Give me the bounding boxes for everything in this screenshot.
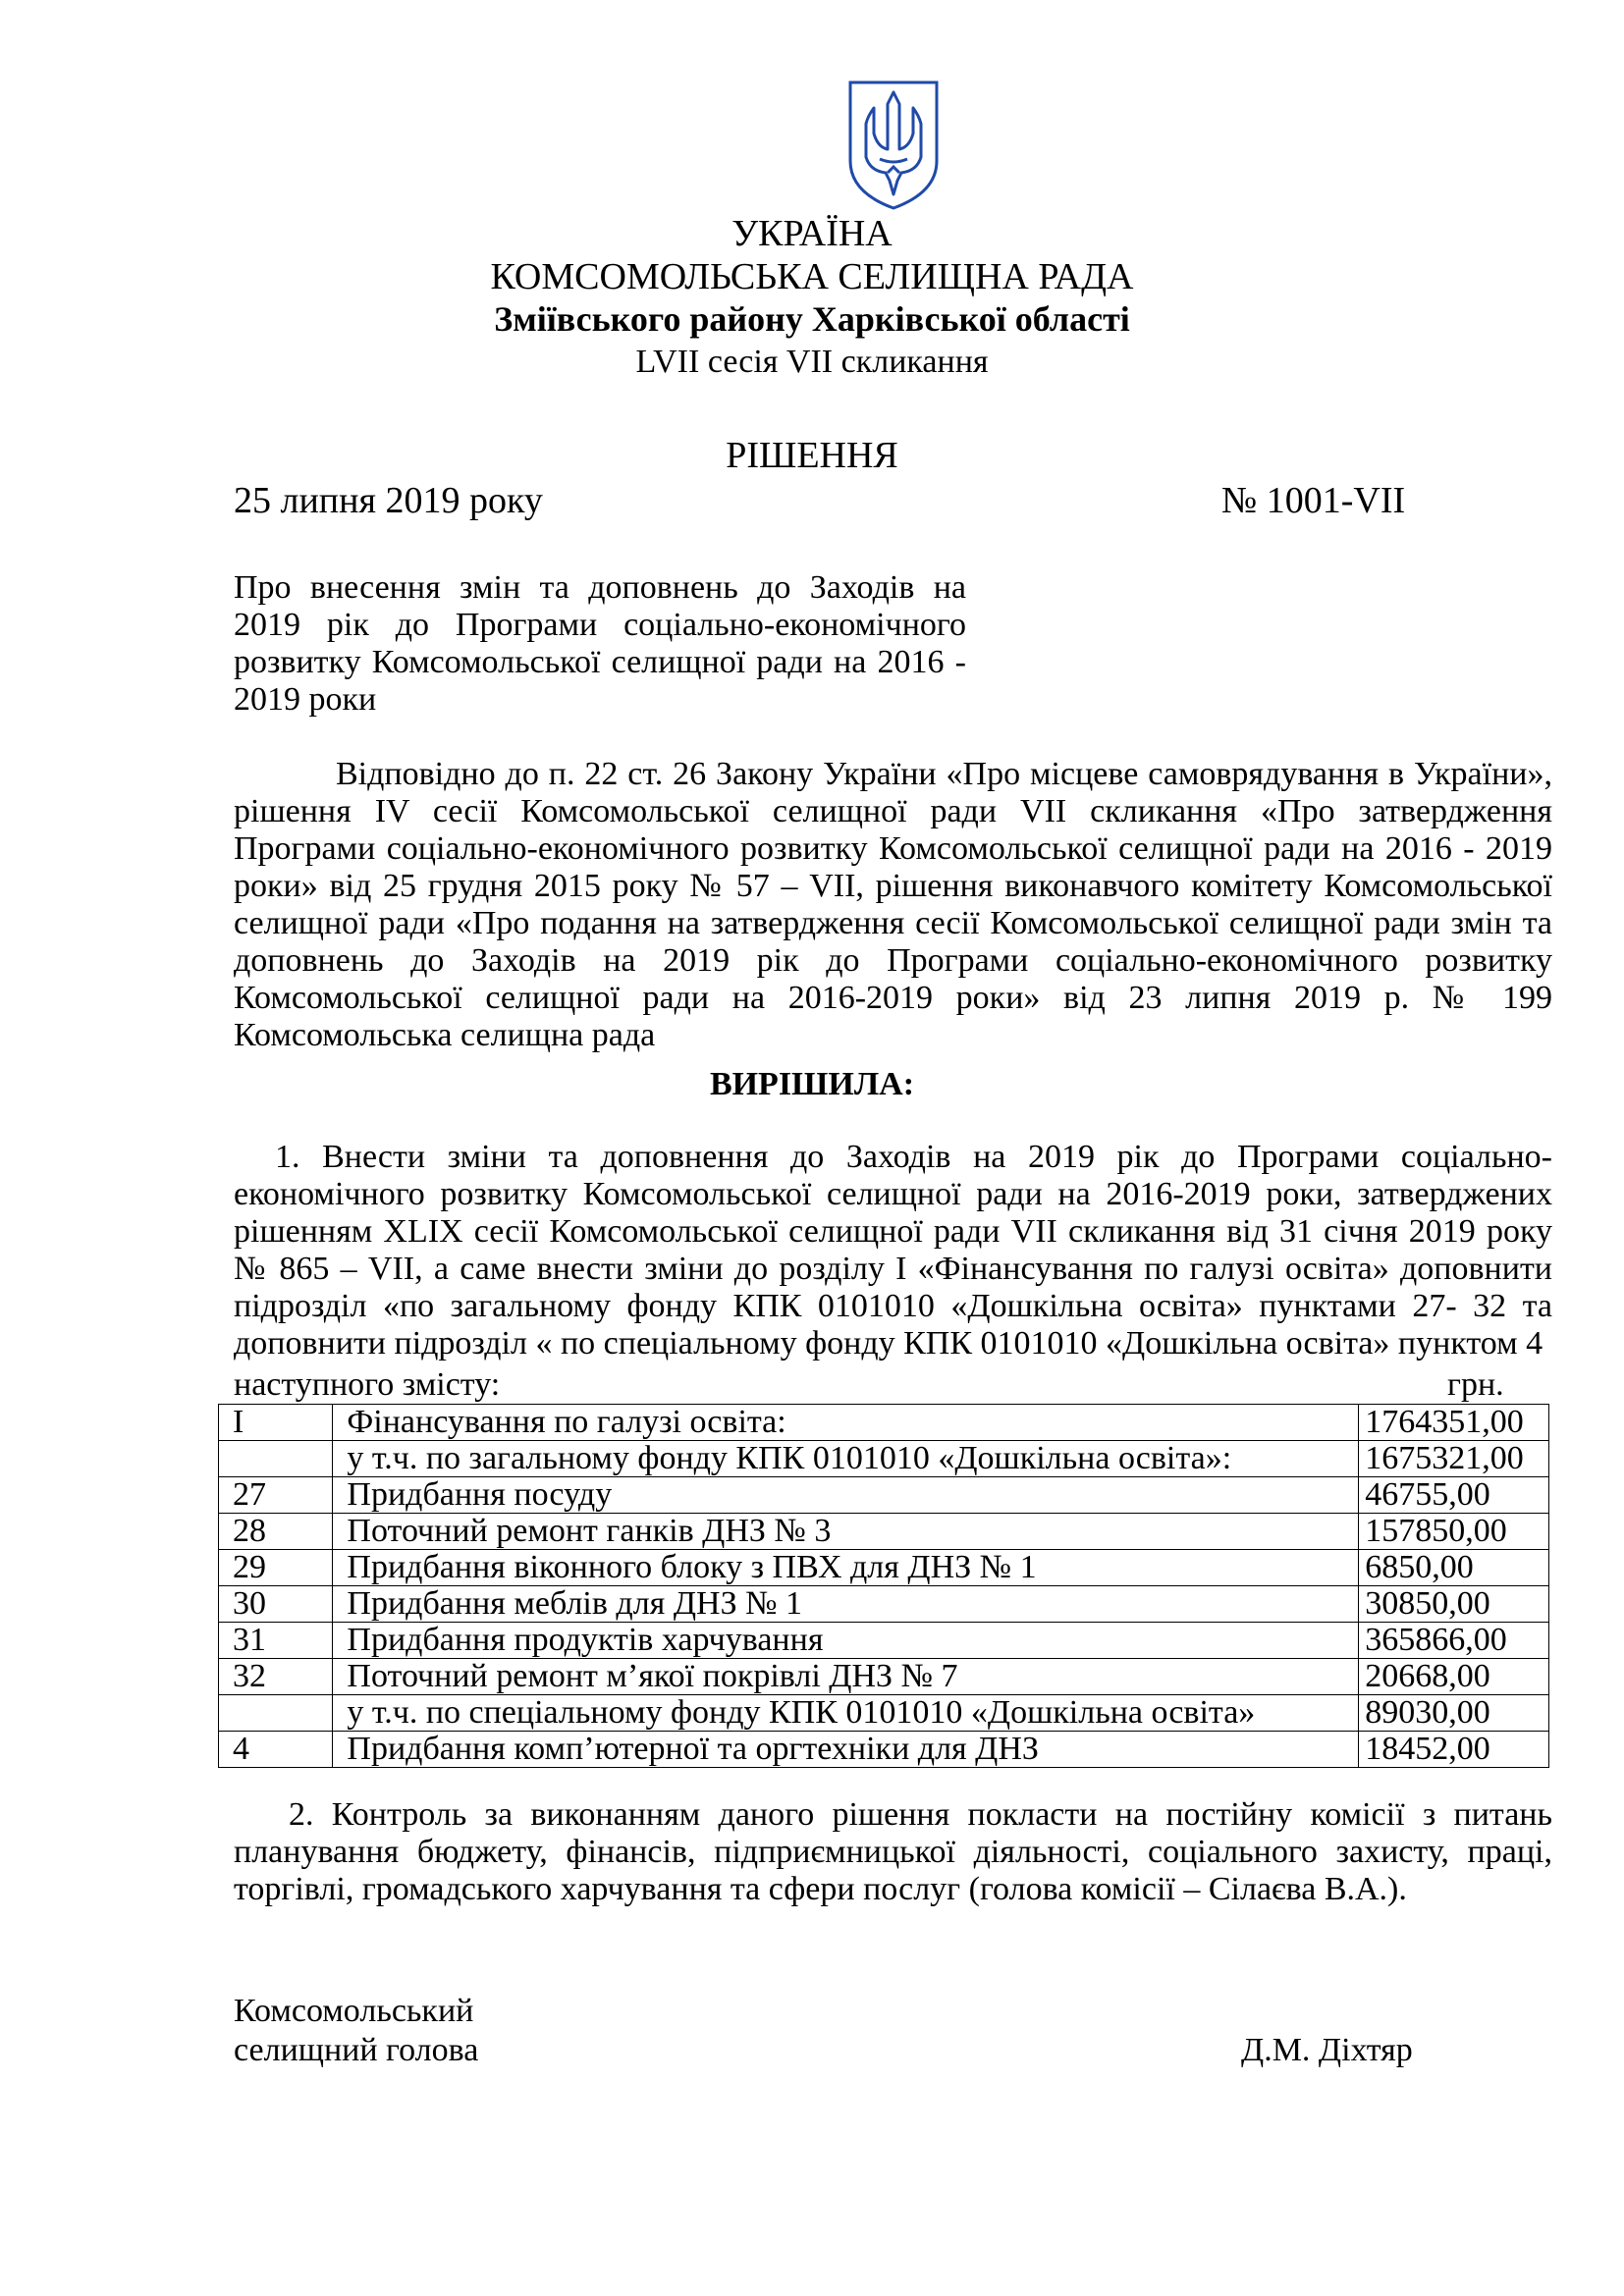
row-number: 27 bbox=[219, 1477, 333, 1514]
table-row bbox=[219, 1695, 1549, 1732]
row-number: 4 bbox=[219, 1732, 333, 1768]
document-date: 25 липня 2019 року bbox=[234, 480, 543, 521]
header-country: УКРАЇНА bbox=[731, 213, 893, 254]
row-sum: 89030,00 bbox=[1359, 1695, 1549, 1732]
trident-emblem-icon bbox=[844, 79, 943, 212]
document-subject: Про внесення змін та доповнень до Заходів на 2019 рік до Програми соціально-економічного розвитку Комсомольської селищної ради на 2016 - 2019 роки bbox=[234, 569, 966, 718]
signature-title-line2: селищний голова bbox=[234, 2032, 479, 2068]
row-name: Придбання посуду bbox=[333, 1477, 1359, 1514]
row-number: 32 bbox=[219, 1659, 333, 1695]
row-number: I bbox=[219, 1405, 333, 1441]
row-number bbox=[219, 1441, 333, 1477]
header-district: Зміївського району Харківської області bbox=[494, 299, 1130, 339]
row-sum: 6850,00 bbox=[1359, 1550, 1549, 1586]
table-row bbox=[219, 1477, 1549, 1514]
row-name: Придбання комп’ютерної та оргтехніки для ДНЗ bbox=[333, 1732, 1359, 1768]
header-council: КОМСОМОЛЬСЬКА СЕЛИЩНА РАДА bbox=[490, 256, 1134, 297]
table-row bbox=[219, 1514, 1549, 1550]
table-row bbox=[219, 1441, 1549, 1477]
row-sum: 46755,00 bbox=[1359, 1477, 1549, 1514]
row-sum: 18452,00 bbox=[1359, 1732, 1549, 1768]
row-name: у т.ч. по спеціальному фонду КПК 0101010 «Дошкільна освіта» bbox=[333, 1695, 1359, 1732]
table-row bbox=[219, 1405, 1549, 1441]
table-row bbox=[219, 1623, 1549, 1659]
table-row bbox=[219, 1550, 1549, 1586]
row-name: Фінансування по галузі освіта: bbox=[333, 1405, 1359, 1441]
document-number: № 1001-VII bbox=[1221, 480, 1406, 521]
row-name: Поточний ремонт м’якої покрівлі ДНЗ № 7 bbox=[333, 1659, 1359, 1695]
row-sum: 1764351,00 bbox=[1359, 1405, 1549, 1441]
item-2-paragraph: 2. Контроль за виконанням даного рішення покласти на постійну комісії з питань планування бюджету, фінансів, підприємницької діяльності, соціального захисту, праці, торгівлі, громадського харчування та сфери послуг (голова комісії – Сілаєва В.А.). bbox=[234, 1796, 1552, 1907]
row-name: Придбання віконного блоку з ПВХ для ДНЗ № 1 bbox=[333, 1550, 1359, 1586]
row-number: 28 bbox=[219, 1514, 333, 1550]
row-sum: 365866,00 bbox=[1359, 1623, 1549, 1659]
row-name: Поточний ремонт ганків ДНЗ № 3 bbox=[333, 1514, 1359, 1550]
item-1-paragraph: 1. Внести зміни та доповнення до Заходів на 2019 рік до Програми соціально-економічного розвитку Комсомольської селищної ради на 2016-2019 роки, затверджених рішенням XLIX сесії Комсомольської селищної ради VII скликання від 31 січня 2019 року № 865 – VII, а саме внести зміни до розділу I «Фінансування по галузі освіта» доповнити підрозділ «по загальному фонду КПК 0101010 «Дошкільна освіта» пунктами 27- 32 та доповнити підрозділ « по спеціальному фонду КПК 0101010 «Дошкільна освіта» пунктом 4 bbox=[234, 1139, 1552, 1362]
row-sum: 30850,00 bbox=[1359, 1586, 1549, 1623]
row-sum: 20668,00 bbox=[1359, 1659, 1549, 1695]
table-row bbox=[219, 1586, 1549, 1623]
row-number: 31 bbox=[219, 1623, 333, 1659]
row-sum: 1675321,00 bbox=[1359, 1441, 1549, 1477]
row-name: у т.ч. по загальному фонду КПК 0101010 «Дошкільна освіта»: bbox=[333, 1441, 1359, 1477]
currency-label: грн. bbox=[1447, 1366, 1504, 1403]
row-name: Придбання продуктів харчування bbox=[333, 1623, 1359, 1659]
preamble-paragraph: Відповідно до п. 22 ст. 26 Закону України «Про місцеве самоврядування в України», рішення IV сесії Комсомольської селищної ради VII скликання «Про затвердження Програми соціально-економічного розвитку Комсомольської селищної ради на 2016 - 2019 роки» від 25 грудня 2015 року № 57 – VII, рішення виконавчого комітету Комсомольської селищної ради «Про подання на затвердження сесії Комсомольської селищної ради змін та доповнень до Заходів на 2019 рік до Програми соціально-економічного розвитку Комсомольської селищної ради на 2016-2019 роки» від 23 липня 2019 р. № 199 Комсомольська селищна рада bbox=[234, 756, 1552, 1053]
decided-heading: ВИРІШИЛА: bbox=[709, 1066, 915, 1102]
row-number bbox=[219, 1695, 333, 1732]
item-1-tail: наступного змісту: bbox=[234, 1366, 501, 1403]
table-row bbox=[219, 1659, 1549, 1695]
signature-title-line1: Комсомольський bbox=[234, 1993, 474, 2029]
document-type: РІШЕННЯ bbox=[726, 435, 898, 476]
table-row bbox=[219, 1732, 1549, 1768]
financing-table bbox=[218, 1404, 1549, 1768]
row-name: Придбання меблів для ДНЗ № 1 bbox=[333, 1586, 1359, 1623]
header-session: LVII сесія VII скликання bbox=[635, 344, 989, 380]
signature-name: Д.М. Діхтяр bbox=[1241, 2032, 1413, 2068]
row-sum: 157850,00 bbox=[1359, 1514, 1549, 1550]
row-number: 30 bbox=[219, 1586, 333, 1623]
row-number: 29 bbox=[219, 1550, 333, 1586]
